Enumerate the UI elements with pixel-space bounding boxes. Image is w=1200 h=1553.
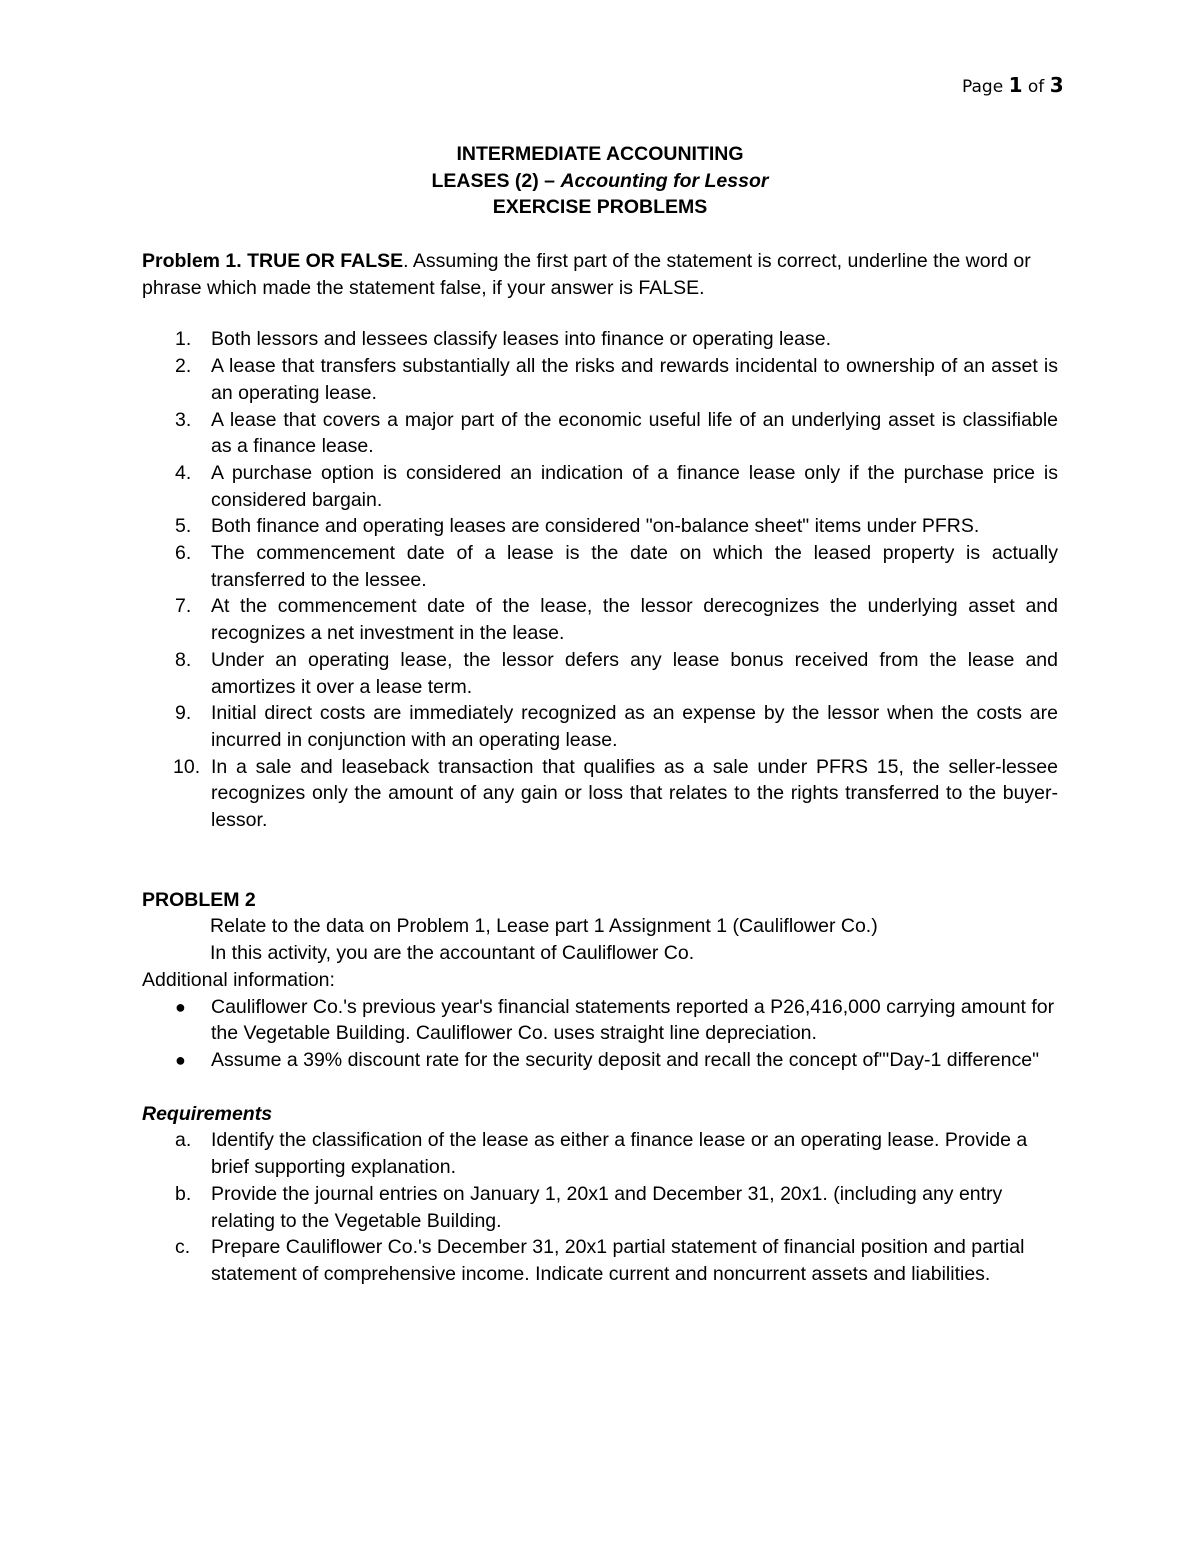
item-text: Both finance and operating leases are considered "on-balance sheet" items under PFRS. (211, 515, 980, 538)
page-number-total: 3 (1049, 73, 1064, 97)
item-letter: a. (175, 1129, 192, 1152)
problem-2-line-2: In this activity, you are the accountant of Cauliflower Co. (210, 942, 695, 965)
list-item (142, 540, 1058, 593)
bullet-text: Assume a 39% discount rate for the security deposit and recall the concept of"'Day-1 difference" (211, 1048, 1039, 1071)
bullet-text: Cauliflower Co.'s previous year's financial statements reported a P26,416,000 carrying amount for the Vegetable Building. Cauliflower Co. uses straight line depreciation. (211, 995, 1055, 1045)
list-item (142, 460, 1058, 513)
true-false-list (142, 326, 1058, 833)
item-number: 2. (175, 355, 192, 378)
page-number (962, 72, 1064, 100)
item-number: 5. (175, 515, 192, 538)
item-number: 3. (175, 408, 192, 431)
list-item (142, 353, 1058, 406)
document-body (142, 248, 1058, 1288)
item-text: A purchase option is considered an indication of a finance lease only if the purchase price is considered bargain. (211, 461, 1058, 511)
item-letter: c. (175, 1236, 191, 1259)
list-item (142, 1127, 1058, 1180)
title-line-2-italic: Accounting for Lessor (560, 169, 769, 192)
item-letter: b. (175, 1182, 192, 1205)
problem-1-intro (142, 248, 1058, 301)
list-item (142, 1047, 1058, 1074)
problem-2-line-1: Relate to the data on Problem 1, Lease part 1 Assignment 1 (Cauliflower Co.) (210, 915, 878, 938)
item-text: The commencement date of a lease is the date on which the leased property is actually transferred to the lessee. (211, 542, 1058, 591)
list-item (142, 700, 1058, 753)
item-text: A lease that covers a major part of the economic useful life of an underlying asset is classifiable as a finance lease. (211, 408, 1058, 458)
item-text: In a sale and leaseback transaction that qualifies as a sale under PFRS 15, the seller-lessee recognizes only the amount of any gain or loss that relates to the rights transferred to the buyer-lessor. (211, 755, 1058, 832)
item-number: 8. (175, 648, 192, 671)
item-text: Both lessors and lessees classify leases into finance or operating lease. (211, 328, 832, 351)
requirements-heading: Requirements (142, 1102, 273, 1125)
additional-info-label: Additional information: (142, 968, 335, 991)
item-text: A lease that transfers substantially all the risks and rewards incidental to ownership of an asset is an operating lease. (211, 355, 1058, 404)
list-item (142, 593, 1058, 646)
item-number: 6. (175, 542, 192, 565)
list-item (142, 1181, 1058, 1234)
item-number: 9. (175, 702, 192, 725)
title-line-2-prefix: LEASES (2) – (431, 169, 561, 192)
item-text: Provide the journal entries on January 1, 20x1 and December 31, 20x1. (including any entry relating to the Vegetable Building. (211, 1182, 1003, 1232)
page-number-current: 1 (1008, 73, 1023, 97)
list-item (142, 513, 1058, 540)
item-text: Under an operating lease, the lessor defers any lease bonus received from the lease and amortizes it over a lease term. (211, 648, 1058, 698)
item-text: Initial direct costs are immediately recognized as an expense by the lessor when the costs are incurred in conjunction with an operating lease. (211, 702, 1058, 751)
page-number-prefix: Page (962, 77, 1004, 97)
list-item (142, 994, 1058, 1047)
list-item (142, 647, 1058, 700)
item-number: 10. (173, 755, 201, 778)
title-line-3: EXERCISE PROBLEMS (492, 196, 708, 219)
problem-2-heading: PROBLEM 2 (142, 888, 256, 911)
bullet-icon: ● (175, 996, 186, 1017)
item-number: 1. (175, 328, 192, 351)
item-text: At the commencement date of the lease, the lessor derecognizes the underlying asset and recognizes a net investment in the lease. (211, 595, 1058, 645)
list-item (142, 407, 1058, 460)
title-line-1: INTERMEDIATE ACCOUNITING (456, 143, 744, 165)
item-text: Identify the classification of the lease as either a finance lease or an operating lease. Provide a brief supporting explanation. (211, 1129, 1028, 1179)
requirements-list (142, 1127, 1058, 1287)
page-number-of: of (1027, 77, 1045, 97)
item-text: Prepare Cauliflower Co.'s December 31, 20x1 partial statement of financial position and partial statement of comprehensive income. Indicate current and noncurrent assets and liabilities. (211, 1236, 1025, 1285)
document-title (0, 141, 1200, 221)
additional-info-list (142, 994, 1058, 1074)
list-item (142, 754, 1058, 834)
list-item (142, 1234, 1058, 1287)
problem-1-instruction: . Assuming the first part of the statement is correct, underline the word or phrase which made the statement false, if your answer is FALSE. (142, 250, 1031, 299)
bullet-icon: ● (175, 1049, 186, 1070)
title-line-2 (0, 168, 1200, 195)
problem-1-label: Problem 1. TRUE OR FALSE (142, 250, 404, 272)
item-number: 4. (175, 461, 192, 484)
item-number: 7. (175, 595, 192, 618)
list-item (142, 326, 1058, 353)
